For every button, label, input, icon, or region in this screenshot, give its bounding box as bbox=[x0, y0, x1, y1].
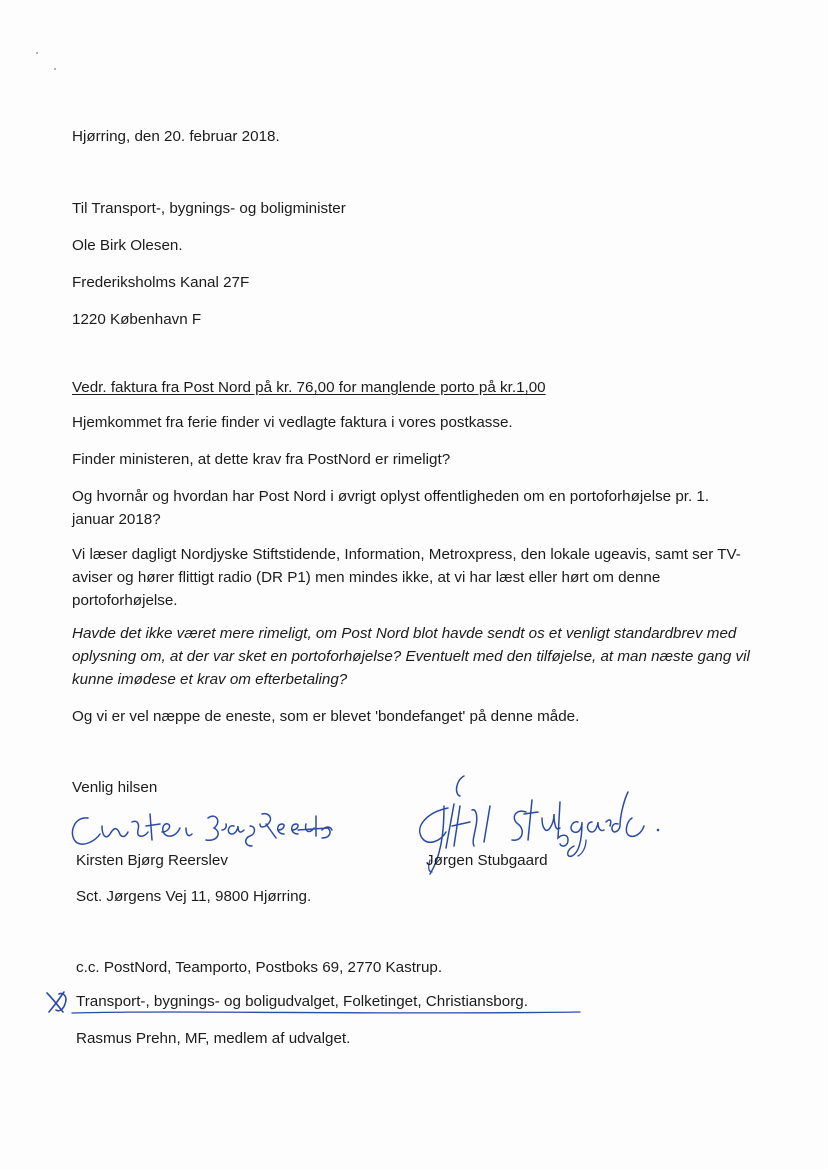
paragraph-2: Finder ministeren, at dette krav fra PostNord er rimeligt? bbox=[72, 451, 451, 468]
signer-name-jorgen: Jørgen Stubgaard bbox=[426, 852, 548, 869]
handwritten-x-mark bbox=[44, 990, 70, 1014]
cc-line-committee: Transport-, bygnings- og boligudvalget, Folketinget, Christiansborg. bbox=[76, 993, 528, 1010]
recipient-line-street: Frederiksholms Kanal 27F bbox=[72, 274, 250, 291]
recipient-line-city: 1220 København F bbox=[72, 311, 202, 328]
paragraph-6: Og vi er vel næppe de eneste, som er blevet 'bondefanget' på denne måde. bbox=[72, 708, 580, 725]
handwritten-underline bbox=[70, 1008, 585, 1016]
paragraph-4: Vi læser dagligt Nordjyske Stiftstidende, Information, Metroxpress, den lokale ugeavis, samt ser TV-aviser og hører flittigt radio (DR P1) men mindes ikke, at vi har læst eller hørt om denne portoforhøjelse. bbox=[72, 546, 741, 609]
scan-speck bbox=[54, 68, 56, 70]
closing-greeting: Venlig hilsen bbox=[72, 779, 158, 796]
place-date: Hjørring, den 20. februar 2018. bbox=[72, 128, 280, 145]
cc-line-postnord: c.c. PostNord, Teamporto, Postboks 69, 2770 Kastrup. bbox=[76, 959, 443, 976]
sender-address: Sct. Jørgens Vej 11, 9800 Hjørring. bbox=[76, 888, 312, 905]
paragraph-5: Havde det ikke været mere rimeligt, om Post Nord blot havde sendt os et venligt standardbrev med oplysning om, at der var sket en portoforhøjelse? Eventuelt med den tilføjelse, at man næste gang vil kunne imødese et krav om efterbetaling? bbox=[72, 625, 750, 688]
cc-line-rasmus: Rasmus Prehn, MF, medlem af udvalget. bbox=[76, 1030, 351, 1047]
recipient-line-title: Til Transport-, bygnings- og boligminister bbox=[72, 200, 346, 217]
signer-name-kirsten: Kirsten Bjørg Reerslev bbox=[76, 852, 228, 869]
subject-line: Vedr. faktura fra Post Nord på kr. 76,00 for manglende porto på kr.1,00 bbox=[72, 379, 546, 396]
scan-speck bbox=[36, 52, 38, 54]
recipient-line-name: Ole Birk Olesen. bbox=[72, 237, 183, 254]
paragraph-3: Og hvornår og hvordan har Post Nord i øvrigt oplyst offentligheden om en portoforhøjelse pr. 1. januar 2018? bbox=[72, 488, 710, 528]
paragraph-1: Hjemkommet fra ferie finder vi vedlagte faktura i vores postkasse. bbox=[72, 414, 513, 431]
signature-kirsten bbox=[66, 804, 336, 854]
